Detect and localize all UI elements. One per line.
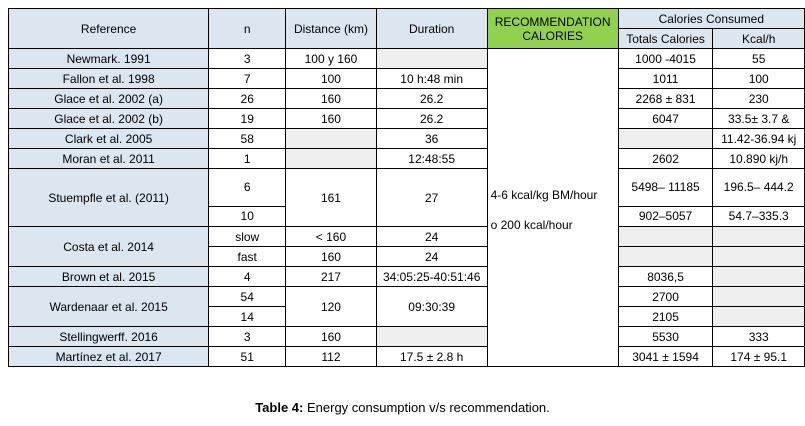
table-row: [9, 169, 805, 207]
cell-kcalh: 33.5± 3.7 &: [713, 109, 805, 129]
cell-duration: 26.2: [376, 89, 487, 109]
cell-totals: [618, 129, 713, 149]
cell-duration: 09:30:39: [376, 287, 487, 327]
cell-distance: 160: [286, 327, 376, 347]
cell-distance: 161: [286, 169, 376, 227]
cell-reference: Clark et al. 2005: [9, 129, 209, 149]
caption-label: Table 4:: [255, 400, 304, 415]
cell-reference: Stuempfle et al. (2011): [9, 169, 209, 227]
cell-distance: 120: [286, 287, 376, 327]
cell-n: 19: [209, 109, 286, 129]
caption-text: Energy consumption v/s recommendation.: [303, 400, 550, 415]
cell-duration: 12:48:55: [376, 149, 487, 169]
header-kcalh: Kcal/h: [713, 29, 805, 49]
header-recommendation: [487, 9, 618, 49]
cell-n: slow: [209, 227, 286, 247]
cell-reference: Fallon et al. 1998: [9, 69, 209, 89]
cell-kcalh: 55: [713, 49, 805, 69]
cell-distance: 100 y 160: [286, 49, 376, 69]
cell-kcalh: 174 ± 95.1: [713, 347, 805, 367]
cell-distance: < 160: [286, 227, 376, 247]
cell-totals: 5530: [618, 327, 713, 347]
cell-n: 1: [209, 149, 286, 169]
cell-reference: Newmark. 1991: [9, 49, 209, 69]
cell-kcalh: 333: [713, 327, 805, 347]
cell-reference: Glace et al. 2002 (a): [9, 89, 209, 109]
table-row: [9, 267, 805, 287]
table-row: [9, 327, 805, 347]
cell-duration: 36: [376, 129, 487, 149]
cell-n: 3: [209, 327, 286, 347]
energy-table: [8, 8, 805, 367]
cell-duration: 10 h:48 min: [376, 69, 487, 89]
cell-duration: 34:05:25-40:51:46: [376, 267, 487, 287]
header-distance: Distance (km): [286, 9, 376, 49]
cell-distance: 160: [286, 109, 376, 129]
table-row: [9, 347, 805, 367]
cell-duration: 17.5 ± 2.8 h: [376, 347, 487, 367]
cell-reference: Wardenaar et al. 2015: [9, 287, 209, 327]
cell-duration: [376, 49, 487, 69]
cell-kcalh: 54.7–335.3: [713, 206, 805, 226]
cell-distance: [286, 129, 376, 149]
cell-duration: 24: [376, 227, 487, 247]
header-reference: Reference: [9, 9, 209, 49]
cell-totals: 6047: [618, 109, 713, 129]
cell-kcalh: [713, 267, 805, 287]
table-container: [8, 8, 805, 367]
table-row: [9, 227, 805, 247]
cell-distance: [286, 149, 376, 169]
cell-kcalh: 196.5– 444.2: [713, 169, 805, 207]
cell-n: 58: [209, 129, 286, 149]
cell-kcalh: 100: [713, 69, 805, 89]
cell-kcalh: 230: [713, 89, 805, 109]
cell-distance: 217: [286, 267, 376, 287]
cell-kcalh: [713, 287, 805, 307]
cell-totals: [618, 227, 713, 247]
table-row: [9, 149, 805, 169]
cell-distance: 160: [286, 247, 376, 267]
cell-totals: 1000 -4015: [618, 49, 713, 69]
cell-totals: [618, 247, 713, 267]
table-row: [9, 49, 805, 69]
cell-distance: 100: [286, 69, 376, 89]
cell-recommendation: [487, 49, 618, 367]
cell-totals: 5498– 11185: [618, 169, 713, 207]
cell-n: 51: [209, 347, 286, 367]
cell-reference: Costa et al. 2014: [9, 227, 209, 267]
cell-totals: 2105: [618, 307, 713, 327]
cell-totals: 8036,5: [618, 267, 713, 287]
cell-totals: 2268 ± 831: [618, 89, 713, 109]
cell-reference: Glace et al. 2002 (b): [9, 109, 209, 129]
cell-duration: 26.2: [376, 109, 487, 129]
cell-duration: 24: [376, 247, 487, 267]
header-n: n: [209, 9, 286, 49]
cell-n: 10: [209, 206, 286, 226]
header-totals: Totals Calories: [618, 29, 713, 49]
cell-duration: [376, 327, 487, 347]
cell-totals: 1011: [618, 69, 713, 89]
recommendation-line1: 4-6 kcal/kg BM/hour: [490, 187, 598, 202]
cell-duration: 27: [376, 169, 487, 227]
cell-kcalh: 11.42-36.94 kj: [713, 129, 805, 149]
table-row: [9, 69, 805, 89]
cell-totals: 902–5057: [618, 206, 713, 226]
table-row: [9, 129, 805, 149]
table-caption: [0, 400, 805, 415]
cell-kcalh: [713, 307, 805, 327]
table-row: [9, 89, 805, 109]
cell-totals: 2602: [618, 149, 713, 169]
cell-n: 3: [209, 49, 286, 69]
cell-reference: Moran et al. 2011: [9, 149, 209, 169]
cell-n: fast: [209, 247, 286, 267]
cell-kcalh: [713, 247, 805, 267]
cell-kcalh: 10.890 kj/h: [713, 149, 805, 169]
cell-reference: Stellingwerff. 2016: [9, 327, 209, 347]
cell-reference: Brown et al. 2015: [9, 267, 209, 287]
cell-n: 54: [209, 287, 286, 307]
cell-kcalh: [713, 227, 805, 247]
cell-distance: 112: [286, 347, 376, 367]
cell-reference: Martínez et al. 2017: [9, 347, 209, 367]
cell-distance: 160: [286, 89, 376, 109]
cell-n: 6: [209, 169, 286, 207]
table-row: [9, 287, 805, 307]
cell-n: 26: [209, 89, 286, 109]
cell-n: 14: [209, 307, 286, 327]
table-row: [9, 109, 805, 129]
recommendation-line2: o 200 kcal/hour: [490, 217, 573, 232]
header-recommendation-line1: RECOMMENDATION: [494, 14, 611, 29]
header-calories-consumed: Calories Consumed: [618, 9, 804, 29]
cell-n: 4: [209, 267, 286, 287]
cell-totals: 2700: [618, 287, 713, 307]
header-duration: Duration: [376, 9, 487, 49]
cell-totals: 3041 ± 1594: [618, 347, 713, 367]
header-recommendation-line2: CALORIES: [522, 28, 583, 43]
cell-n: 7: [209, 69, 286, 89]
